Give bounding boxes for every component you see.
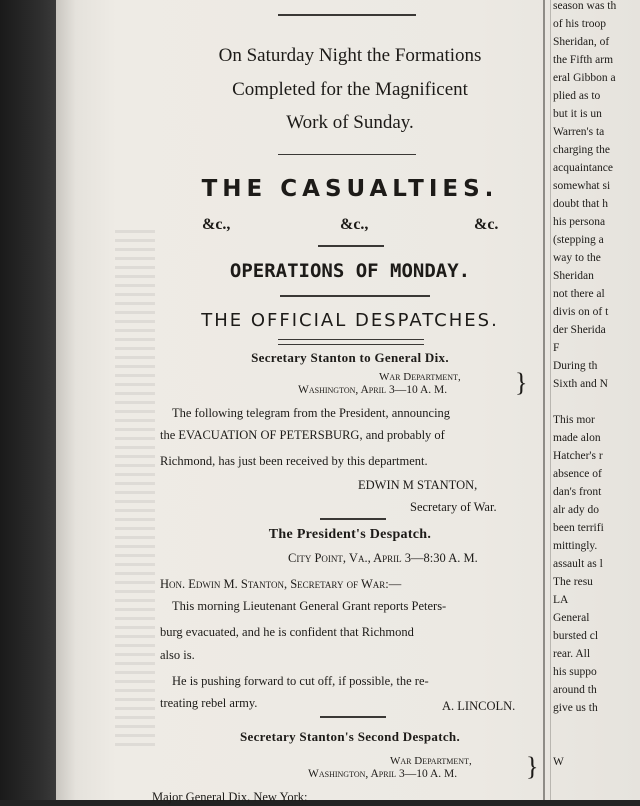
side-column-line: During th (553, 360, 598, 372)
side-column-line: assault as l (553, 558, 603, 570)
casualties-heading: THE CASUALTIES. (201, 176, 499, 202)
side-column-line: of his troop (553, 18, 607, 30)
side-column-line: Sheridan (553, 270, 594, 282)
headline-line-3: Work of Sunday. (286, 112, 414, 133)
side-column-line: (stepping a (553, 234, 604, 246)
side-column-line: W (553, 756, 564, 768)
side-column-line: doubt that h (553, 198, 608, 210)
side-column-line: der Sherida (553, 324, 606, 336)
main-column (152, 0, 540, 804)
side-column-line: rear. All (553, 648, 591, 660)
side-column-line: charging the (553, 144, 610, 156)
despatch1-body-1: The following telegram from the President, announcing (172, 406, 451, 420)
rule-below-operations (280, 295, 430, 297)
side-column-line: Hatcher's r (553, 450, 603, 462)
side-column-line: Sixth and N (553, 378, 608, 390)
side-column-line: divis on of t (553, 306, 609, 318)
side-column-line: dan's front (553, 486, 602, 498)
adjacent-column (553, 0, 640, 800)
short-rule-1 (318, 245, 384, 247)
short-rule-3 (320, 716, 386, 718)
side-column-line: bursted cl (553, 630, 599, 642)
side-column-line: somewhat si (553, 180, 611, 192)
despatch1-body-2: the EVACUATION OF PETERSBURG, and probably of (160, 428, 445, 442)
despatch1-dateline-1: War Department, (379, 371, 461, 383)
despatch3-cut-line: Major General Dix, New York: (152, 790, 308, 804)
side-column-line: absence of (553, 468, 602, 480)
side-column-line: way to the (553, 252, 601, 264)
headline-line-1: On Saturday Night the Formations (218, 45, 482, 66)
despatch3-title: Secretary Stanton's Second Despatch. (240, 729, 460, 744)
dateline-brace: } (515, 368, 528, 397)
etc-2: &c., (340, 216, 369, 233)
side-column-line: plied as to (553, 90, 601, 102)
side-column-line: LA (553, 594, 569, 606)
operations-heading: OPERATIONS OF MONDAY. (229, 260, 471, 282)
despatch3-dateline-2: Washington, April 3—10 A. M. (308, 768, 458, 780)
side-column-line: been terrifi (553, 522, 604, 534)
side-column-line: give us th (553, 702, 598, 714)
despatch1-signature: EDWIN M STANTON, (358, 478, 478, 492)
side-column-line: alr ady do (553, 504, 599, 516)
despatch2-body-5: treating rebel army. (160, 696, 258, 710)
side-column-line: F (553, 342, 560, 354)
ink-bleed-through (115, 230, 155, 750)
despatch2-dateline: City Point, Va., April 3—8:30 A. M. (288, 551, 478, 565)
etc-3: &c. (474, 216, 499, 233)
side-column-line: around th (553, 684, 597, 696)
top-rule (278, 14, 416, 16)
side-column-line: acquaintance (553, 162, 614, 174)
double-rule (278, 339, 424, 345)
despatch1-dateline-2: Washington, April 3—10 A. M. (298, 384, 448, 396)
despatch3-dateline-1: War Department, (390, 755, 472, 767)
side-column-line: The resu (553, 576, 593, 588)
side-column-line: his persona (553, 216, 606, 228)
side-column-line: made alon (553, 432, 601, 444)
column-rule (543, 0, 545, 800)
side-column-line: Sheridan, of (553, 36, 610, 48)
side-column-line: season was th (553, 0, 617, 12)
page-shadow (0, 0, 56, 800)
etc-1: &c., (202, 216, 231, 233)
despatch1-signature-title: Secretary of War. (410, 500, 497, 514)
side-column-line: This mor (553, 414, 595, 426)
despatch1-body-3: Richmond, has just been received by this department. (160, 454, 428, 468)
side-column-line: but it is un (553, 108, 602, 120)
side-column-line: mittingly. (553, 540, 598, 552)
headline-line-2: Completed for the Magnificent (232, 79, 468, 100)
despatch2-signature: A. LINCOLN. (442, 699, 516, 713)
side-column-line: eral Gibbon a (553, 72, 616, 84)
dateline-brace-2: } (526, 752, 539, 781)
rule-below-headline (278, 154, 416, 155)
despatch2-body-1: This morning Lieutenant General Grant reports Peters- (172, 599, 447, 613)
side-column-line: Warren's ta (553, 126, 605, 138)
despatch2-title: The President's Despatch. (268, 527, 432, 542)
despatches-heading: THE OFFICIAL DESPATCHES. (201, 310, 499, 331)
short-rule-2 (320, 518, 386, 520)
side-column-line: General (553, 612, 590, 624)
side-column-line: the Fifth arm (553, 54, 614, 66)
despatch2-body-4: He is pushing forward to cut off, if possible, the re- (172, 674, 429, 688)
despatch1-title: Secretary Stanton to General Dix. (251, 350, 449, 365)
side-column-line: his suppo (553, 666, 597, 678)
despatch2-salutation: Hon. Edwin M. Stanton, Secretary of War:— (160, 577, 402, 591)
column-rule-secondary (550, 0, 551, 800)
side-column-line: not there al (553, 288, 605, 300)
despatch2-body-2: burg evacuated, and he is confident that Richmond (160, 625, 414, 639)
despatch2-body-3: also is. (160, 648, 195, 662)
